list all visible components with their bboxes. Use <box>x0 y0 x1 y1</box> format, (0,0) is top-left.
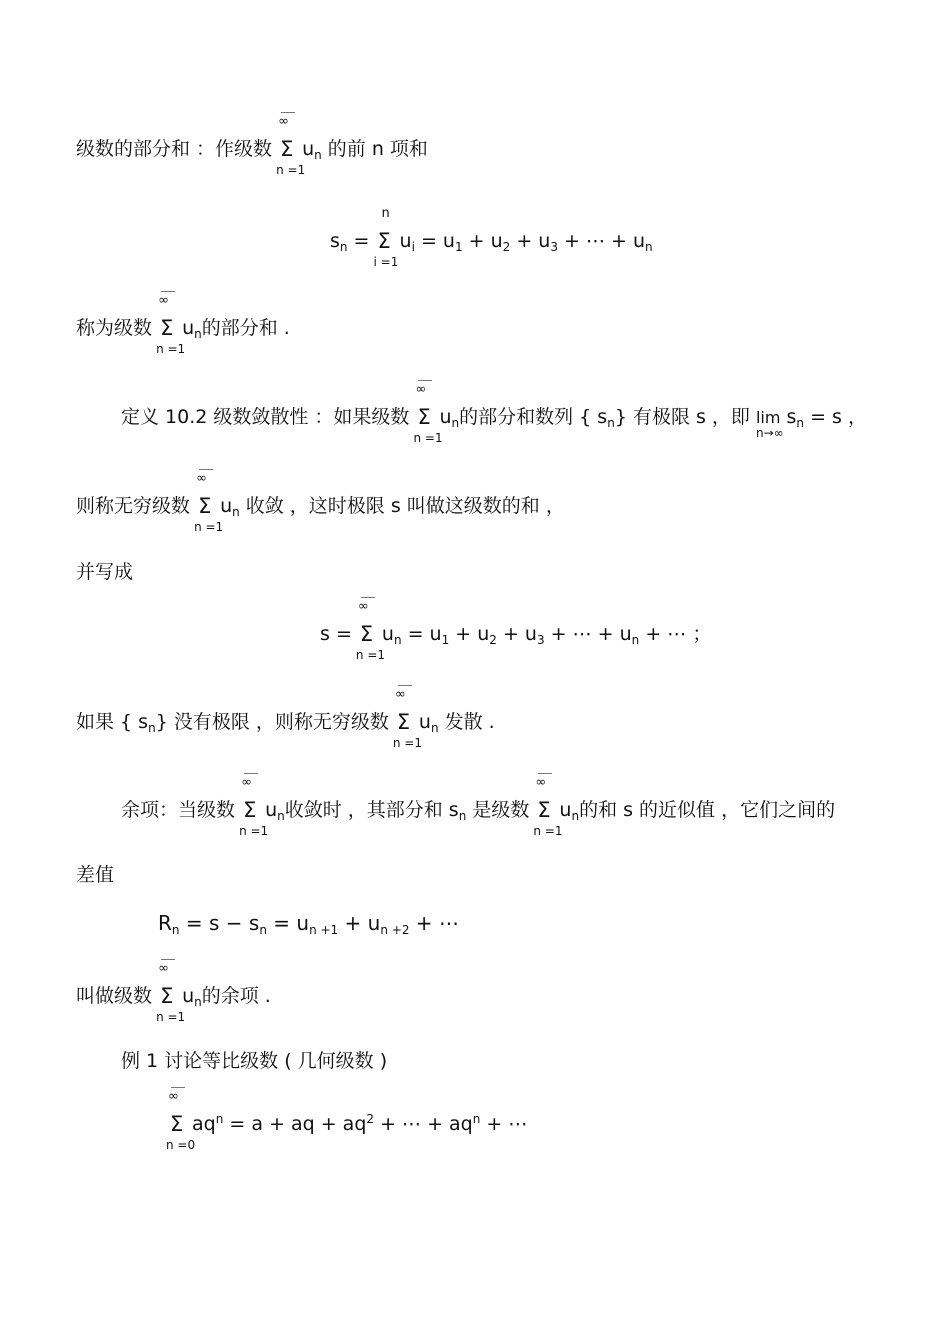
series-sum-formula: s = ∞ Σ n =1 $u_n = u_1 + u_2 + u_3$ + ⋯ + $u_n$ + ⋯ ； <box>320 599 712 662</box>
remainder-line: 余项：当级数 ∞ Σ n =1 $u_n$收敛时 ，其部分和 $s_n$ 是级数 ∞ Σ n =1 $u_n$的和 s 的近似值 ，它们之间的 <box>121 775 836 838</box>
remainder-name-line: 叫做级数 ∞ Σ n =1 $u_n$的余项 . <box>76 961 271 1024</box>
series-sum-symbol: ∞ Σ n =1 <box>355 599 386 662</box>
series-sum-symbol: ∞ Σ n =1 <box>276 114 306 177</box>
divergence-line: 如果 { $s_n$} 没有极限 ，则称无穷级数 ∞ Σ n =1 $u_n$ 发散 . <box>76 687 495 750</box>
series-sum-symbol: ∞ Σ n =1 <box>413 382 443 445</box>
remainder-formula: $R_n = s - s_n = u_{n +1} + u_{n +2}$ + ⋯ <box>158 911 459 937</box>
series-sum-symbol: ∞ Σ n =1 <box>194 471 224 534</box>
series-sum-symbol: ∞ Σ n =1 <box>533 775 563 838</box>
series-sum-symbol: ∞ Σ n =1 <box>392 687 423 750</box>
partial-sum-definition-line: 级数的部分和 ：作级数 ∞ Σ n =1 $u_n$ 的前 n 项和 <box>76 114 428 177</box>
limit-operator: lim n→∞ <box>755 408 784 440</box>
series-sum-symbol: ∞ Σ n =1 <box>156 293 186 356</box>
example-1-heading: 例 1 讨论等比级数 ( 几何级数 ) <box>121 1050 388 1072</box>
write-as-line: 并写成 <box>76 561 134 583</box>
geometric-series-formula: ∞ Σ n =0 $aq^n = a$ + aq + $aq^2$ + ⋯ + $aq^n$ + ⋯ <box>166 1089 528 1152</box>
series-sum-symbol: ∞ Σ n =1 <box>156 961 186 1024</box>
series-sum-symbol: ∞ Σ n =0 <box>166 1089 196 1152</box>
difference-line: 差值 <box>76 864 115 886</box>
partial-sum-formula: $s_n$ = n Σ i =1 $u_i = u_1 + u_2 + u_3$ + ⋯ + $u_n$ <box>330 206 653 269</box>
series-sum-symbol: ∞ Σ n =1 <box>239 775 269 838</box>
definition-10-2-line: 定义 10.2 级数敛散性 ：如果级数 ∞ Σ n =1 $u_n$的部分和数列 { $s_n$} 有极限 s ，即 lim n→∞ $s_n = s$ ， <box>121 382 867 445</box>
text: 的前 n 项和 <box>327 138 428 160</box>
partial-sum-name-line: 称为级数 ∞ Σ n =1 $u_n$的部分和 . <box>76 293 290 356</box>
text: 级数的部分和 ：作级数 <box>76 138 273 160</box>
finite-sum-symbol: n Σ i =1 <box>373 206 399 269</box>
convergence-line: 则称无穷级数 ∞ Σ n =1 $u_n$ 收敛 ，这时极限 s 叫做这级数的和 ， <box>76 471 565 534</box>
